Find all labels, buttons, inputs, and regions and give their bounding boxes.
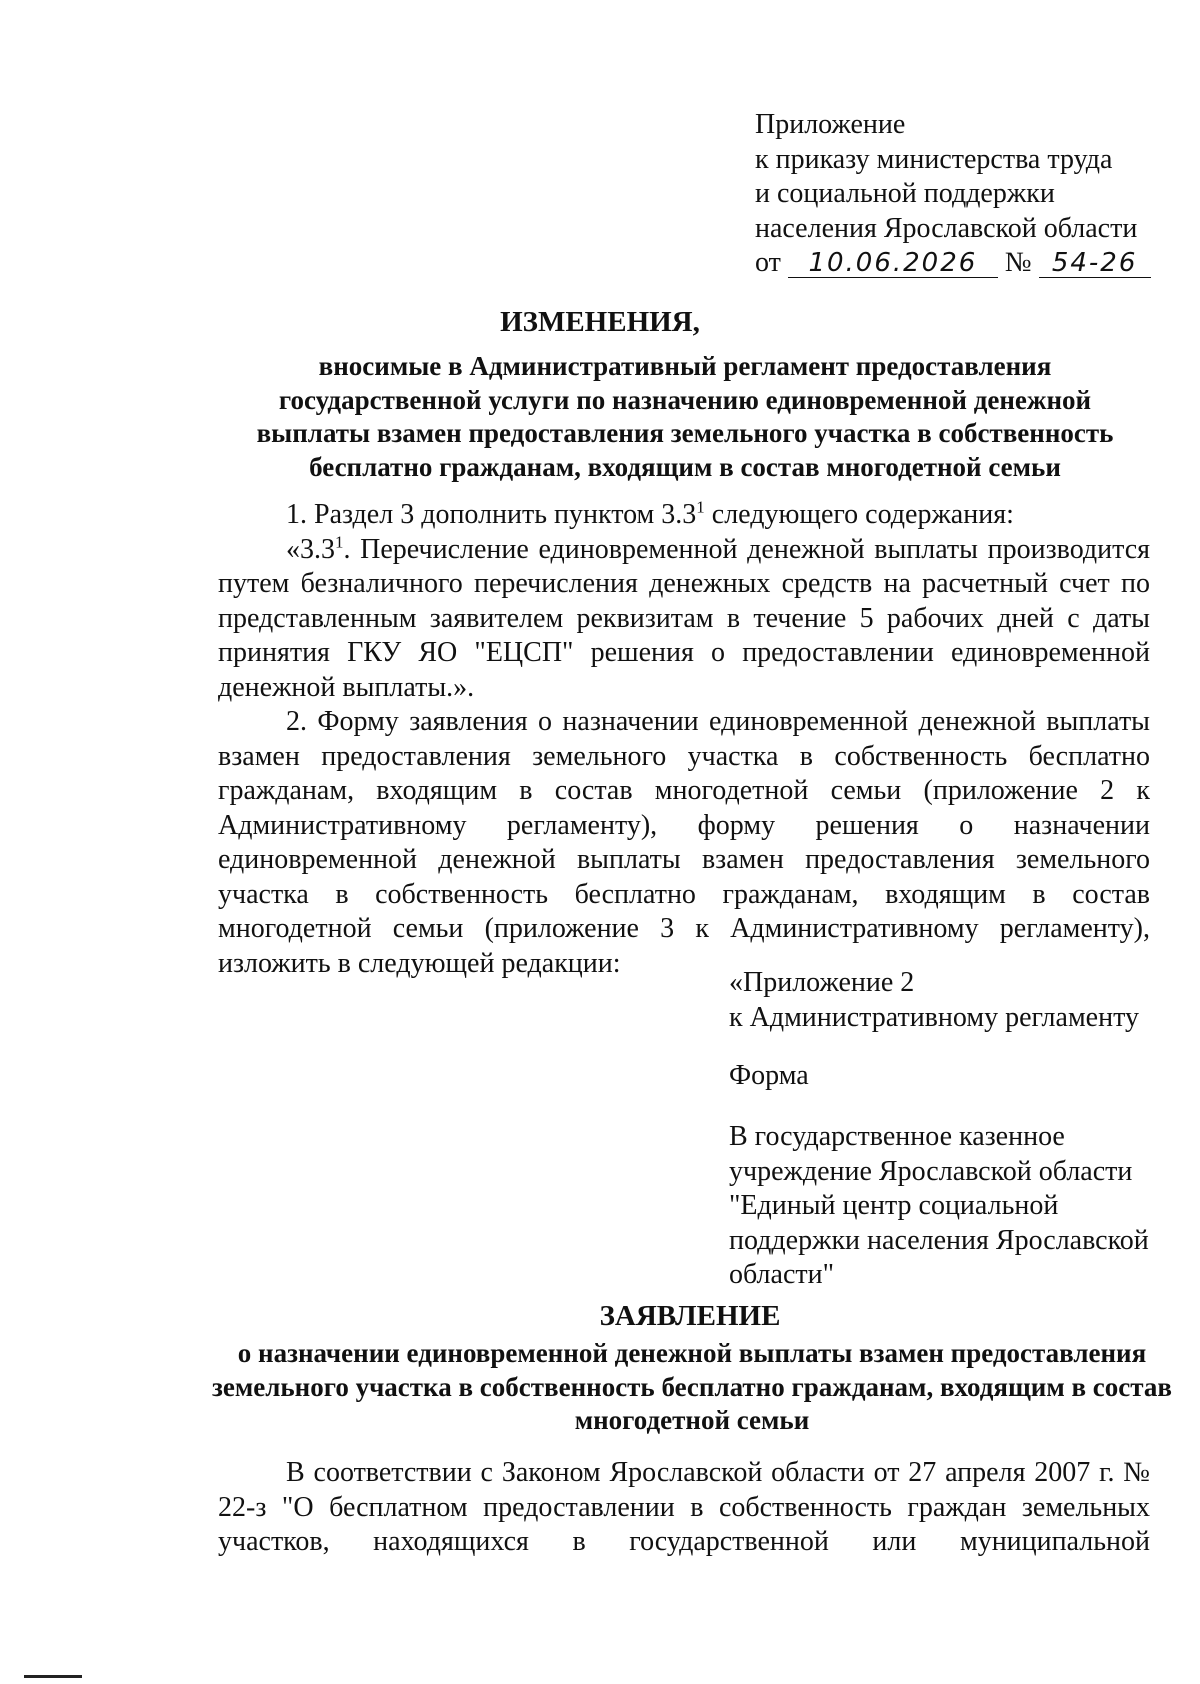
paragraph-2-superscript: 1 xyxy=(335,532,344,552)
appendix-block xyxy=(755,108,1151,281)
application-paragraph-1: В соответствии с Законом Ярославской области от 27 апреля 2007 г. № 22-з "О бесплатном предоставлении в собственность граждан земельных участков, находящихся в государственной или муниципальной xyxy=(218,1457,1150,1557)
appendix-2-line-2: к Административному регламенту xyxy=(729,1001,1139,1033)
paragraph-2 xyxy=(218,533,1150,706)
paragraph-1-superscript: 1 xyxy=(696,497,705,517)
date-prefix: от xyxy=(755,247,781,278)
addressee-line-3: "Единый центр социальной xyxy=(729,1190,1059,1221)
appendix-2-block xyxy=(729,966,1139,1035)
appendix-line-3: и социальной поддержки xyxy=(755,178,1055,209)
appendix-line-1: Приложение xyxy=(755,109,906,140)
handwritten-number: 54-26 xyxy=(1039,249,1151,278)
changes-title: ИЗМЕНЕНИЯ, xyxy=(500,306,700,338)
application-subtitle: о назначении единовременной денежной выплаты взамен предоставления земельного участка в собственность бесплатно гражданам, входящим в состав многодетной семьи xyxy=(212,1338,1172,1435)
appendix-line-2: к приказу министерства труда xyxy=(755,143,1113,175)
application-title: ЗАЯВЛЕНИЕ xyxy=(599,1300,781,1332)
addressee-line-5: области" xyxy=(729,1259,835,1290)
application-body xyxy=(218,1456,1150,1560)
addressee-line-4: поддержки населения Ярославской xyxy=(729,1224,1149,1256)
form-label: Форма xyxy=(729,1060,809,1091)
appendix-date-line xyxy=(755,246,1151,281)
paragraph-2-text-end: . Перечисление единовременной денежной выплаты производится путем безналичного перечисления денежных средств на расчетный счет по представленным заявителем реквизитам в течение 5 рабочих дней с даты принятия ГКУ ЯО "ЕЦСП" решения о предоставлении единовременной денежной выплаты.». xyxy=(218,533,1150,703)
paragraph-2-text: «3.3 xyxy=(286,533,335,565)
addressee-block xyxy=(729,1120,1149,1293)
addressee-line-2: учреждение Ярославской области xyxy=(729,1155,1133,1187)
changes-subtitle: вносимые в Административный регламент предоставления государственной услуги по назначению единовременной денежной выплаты взамен предоставления земельного участка в собственность бесплатно гражданам, входящим в состав многодетной семьи xyxy=(256,351,1114,482)
changes-body xyxy=(218,498,1150,981)
page-edge-mark xyxy=(24,1675,82,1678)
paragraph-1-text-end: следующего содержания: xyxy=(704,499,1014,530)
number-prefix: № xyxy=(1004,247,1032,278)
paragraph-3: 2. Форму заявления о назначении единовременной денежной выплаты взамен предоставления земельного участка в собственность бесплатно гражданам, входящим в состав многодетной семьи (приложение 2 к Административному регламенту), форму решения о назначении единовременной денежной выплаты взамен предоставления земельного участка в собственность бесплатно гражданам, входящим в состав многодетной семьи (приложение 3 к Административному регламенту), изложить в следующей редакции: xyxy=(218,706,1150,979)
addressee-line-1: В государственное казенное xyxy=(729,1121,1065,1152)
appendix-line-4: населения Ярославской области xyxy=(755,212,1138,244)
appendix-2-line-1: «Приложение 2 xyxy=(729,967,915,998)
paragraph-1-text: 1. Раздел 3 дополнить пунктом 3.3 xyxy=(286,499,697,530)
handwritten-date: 10.06.2026 xyxy=(788,249,998,278)
paragraph-1 xyxy=(218,498,1150,533)
